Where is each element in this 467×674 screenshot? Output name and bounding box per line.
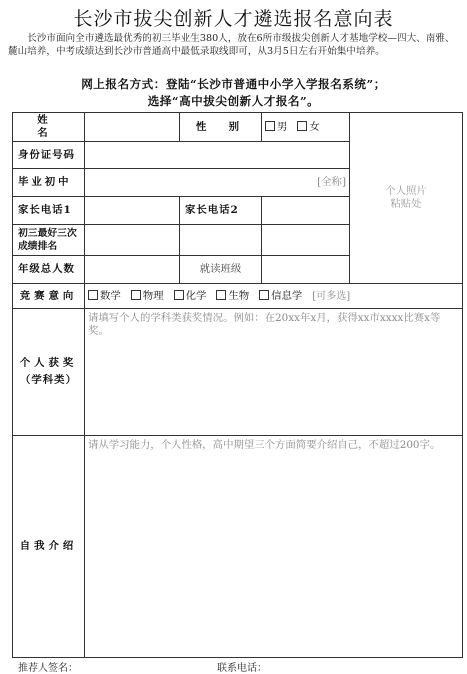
id-number-field[interactable] [85, 142, 350, 169]
class-label: 就读班级 [180, 256, 262, 284]
competition-informatics-label: 信息学 [271, 289, 303, 302]
awards-label-line2: （学科类） [20, 374, 77, 386]
gender-female-label: 女 [309, 120, 320, 133]
page-title: 长沙市拔尖创新人才遴选报名意向表 [73, 8, 394, 30]
parent-phone2-label: 家长电话2 [180, 197, 262, 225]
middle-school-hint: [全称] [317, 176, 346, 188]
name-field[interactable] [85, 113, 180, 142]
class-field[interactable] [262, 256, 350, 284]
checkbox-icon [88, 290, 98, 300]
grade-count-label: 年级总人数 [13, 256, 85, 284]
gender-male-label: 男 [277, 120, 288, 133]
middle-school-field[interactable] [85, 169, 350, 197]
registration-form-table [12, 112, 463, 658]
photo-label-line1: 个人照片 [385, 185, 427, 197]
gender-option-female[interactable] [297, 121, 319, 133]
best-rank-field-2[interactable] [180, 225, 262, 256]
competition-option-math[interactable] [88, 290, 121, 302]
competition-physics-label: 物理 [142, 289, 164, 302]
parent-phone1-label: 家长电话1 [13, 197, 85, 225]
recommender-label: 推荐人签名： [18, 663, 78, 674]
registration-method-line1: 网上报名方式：登陆“长沙市普通中小学入学报名系统”； [81, 77, 386, 91]
contact-phone-label: 联系电话： [217, 663, 267, 674]
gender-option-male[interactable] [265, 121, 287, 133]
checkbox-icon [265, 121, 275, 131]
parent-phone1-field[interactable] [85, 197, 180, 225]
checkbox-icon [216, 290, 226, 300]
checkbox-icon [297, 121, 307, 131]
competition-math-label: 数学 [100, 289, 121, 302]
parent-phone2-field[interactable] [262, 197, 350, 225]
photo-label-line2: 粘贴处 [390, 198, 422, 210]
form-footer [12, 655, 462, 674]
checkbox-icon [174, 290, 184, 300]
self-intro-hint: 请从学习能力，个人性格，高中期望三个方面简要介绍自己，不超过200字。 [88, 439, 441, 451]
checkbox-icon [131, 290, 141, 300]
best-rank-field[interactable] [85, 225, 180, 256]
gender-options [262, 113, 350, 142]
competition-label: 竞赛意向 [13, 284, 85, 309]
competition-chemistry-label: 化学 [185, 289, 207, 302]
competition-option-chemistry[interactable] [174, 290, 207, 302]
competition-option-physics[interactable] [131, 290, 164, 302]
gender-label: 性 别 [180, 113, 262, 142]
competition-options [85, 284, 463, 309]
competition-option-informatics[interactable] [259, 290, 302, 302]
intro-paragraph: 长沙市面向全市遴选最优秀的初三毕业生380人，放在6所市级拔尖创新人才基地学校—四大、南雅、麓山培养，中考成绩达到长沙市普通高中最低录取线即可，从3月5日左右开始集中培养。 [8, 33, 455, 57]
awards-hint: 请填写个人的学科类获奖情况。例如：在20xx年x月，获得xx市xxxx比赛x等奖。 [88, 312, 441, 337]
checkbox-icon [259, 290, 269, 300]
self-intro-field[interactable] [85, 436, 463, 658]
name-label: 姓 名 [13, 113, 85, 142]
registration-method-line2: 选择“高中拔尖创新人才报名”。 [147, 94, 320, 108]
awards-label-line1: 个人获奖 [19, 357, 78, 369]
photo-area[interactable] [350, 113, 463, 284]
id-number-label: 身份证号码 [13, 142, 85, 169]
best-rank-label: 初三最好三次成绩排名 [13, 225, 85, 256]
self-intro-label: 自我介绍 [13, 436, 85, 658]
best-rank-field-3[interactable] [262, 225, 350, 256]
competition-biology-label: 生物 [228, 289, 250, 302]
middle-school-label: 毕业初中 [13, 169, 85, 197]
awards-field[interactable] [85, 309, 463, 436]
awards-label [13, 309, 85, 436]
competition-hint: [可多选] [312, 290, 351, 302]
grade-count-field[interactable] [85, 256, 180, 284]
competition-option-biology[interactable] [216, 290, 249, 302]
